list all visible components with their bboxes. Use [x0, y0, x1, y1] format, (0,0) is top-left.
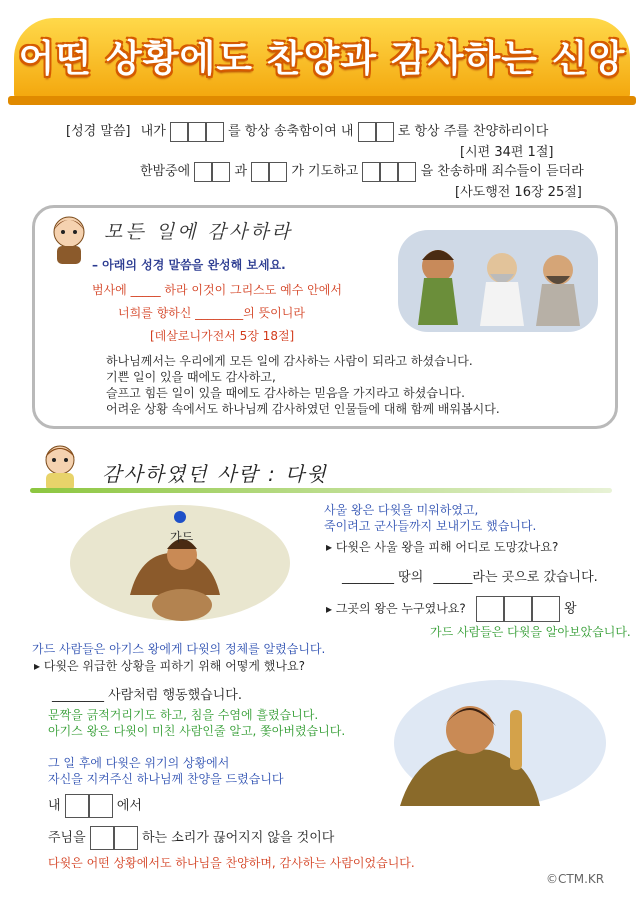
answer-1-part-b: ______라는 곳으로 갔습니다. [433, 570, 598, 585]
question-2-row [326, 596, 577, 622]
question-1: ▸ 다윗은 사울 왕을 피해 어디로 도망갔나요? [326, 538, 558, 555]
answer-boxes-paul [194, 162, 230, 182]
david-praying-illustration [360, 680, 606, 806]
card-verse-line-1: 범사에 _____ 하라 이것이 그리스도 예수 안에서 [92, 283, 342, 297]
answer-box[interactable] [114, 826, 138, 850]
verse2-text-a: 한밤중에 [140, 164, 191, 179]
verse-label: [성경 말씀] [66, 124, 131, 139]
card-title: 모든 일에 감사하라 [104, 221, 293, 243]
answer-box[interactable] [188, 122, 206, 142]
answer-box[interactable] [251, 162, 269, 182]
answer-boxes-praise-2 [90, 826, 138, 850]
card-body-line: 기쁜 일이 있을 때에도 감사하고, [106, 370, 276, 384]
answer-box[interactable] [212, 162, 230, 182]
madness-line-1: 문짝을 긁적거리기도 하고, 침을 수염에 흘렸습니다. [48, 708, 319, 722]
section-divider [30, 488, 612, 493]
answer-box[interactable] [476, 596, 504, 622]
conclusion: 다윗은 어떤 상황에서도 하나님을 찬양하며, 감사하는 사람이었습니다. [48, 856, 415, 870]
answer-boxes-praise [170, 122, 224, 142]
fill-row-1-a: 내 [48, 798, 61, 814]
card-verse-line-2: 너희를 향하신 ________의 뜻이니라 [118, 306, 305, 320]
card-body-line: 슬프고 힘든 일이 있을 때에도 감사하는 믿음을 가지라고 하셨습니다. [106, 386, 465, 400]
verse1-ref: [시편 34편 1절] [460, 145, 554, 160]
answer-boxes-mouth [358, 122, 394, 142]
question-2: ▸ 그곳의 왕은 누구였나요? [326, 602, 466, 616]
verse2-text-c: 가 기도하고 [291, 164, 359, 179]
prisoners-illustration [398, 230, 598, 332]
answer-box[interactable] [269, 162, 287, 182]
saul-line-2: 죽이려고 군사들까지 보내기도 했습니다. [324, 519, 537, 533]
fill-row-2-b: 하는 소리가 끊어지지 않을 것이다 [141, 830, 335, 846]
answer-1 [342, 566, 598, 585]
verse-line-1 [66, 120, 548, 142]
answer-box[interactable] [89, 794, 113, 818]
answer-2-suffix: 왕 [564, 601, 577, 617]
answer-box[interactable] [376, 122, 394, 142]
card-instruction: – 아래의 성경 말씀을 완성해 보세요. [92, 258, 286, 272]
map-label-gath: 가드 [170, 530, 194, 544]
section-title: 감사하였던 사람 : 다윗 [102, 462, 328, 486]
banner-strip [8, 96, 636, 105]
madness-line-2: 아기스 왕은 다윗이 미친 사람인줄 알고, 쫓아버렸습니다. [48, 724, 346, 738]
answer-box[interactable] [532, 596, 560, 622]
fill-row-2 [48, 826, 334, 850]
verse1-text-b: 를 항상 송축함이여 내 [228, 124, 354, 139]
copyright: ©CTM.KR [546, 872, 605, 886]
told-achish: 가드 사람들은 아기스 왕에게 다윗의 정체를 알렸습니다. [32, 642, 326, 656]
map-illustration [70, 505, 290, 625]
card-body [106, 353, 500, 417]
answer-3: ________ 사람처럼 행동했습니다. [52, 688, 242, 703]
pointing-kid-icon [32, 440, 88, 492]
answer-boxes-lifetime [65, 794, 113, 818]
answer-box[interactable] [170, 122, 188, 142]
fill-row-1-b: 에서 [116, 798, 142, 814]
answer-box[interactable] [65, 794, 89, 818]
answer-box[interactable] [362, 162, 380, 182]
answer-box[interactable] [90, 826, 114, 850]
gath-note: 가드 사람들은 다윗을 알아보았습니다. [430, 625, 631, 639]
answer-box[interactable] [504, 596, 532, 622]
fill-row-2-a: 주님을 [48, 830, 86, 846]
verse1-text-c: 로 항상 주를 찬양하리이다 [397, 124, 549, 139]
answer-box[interactable] [398, 162, 416, 182]
card-body-line: 하나님께서는 우리에게 모든 일에 감사하는 사람이 되라고 하셨습니다. [106, 354, 473, 368]
card-verse-ref: [데살로니가전서 5장 18절] [150, 329, 295, 343]
answer-boxes-god [362, 162, 416, 182]
after-line-2: 자신을 지켜주신 하나님께 찬양을 드렸습니다 [48, 772, 284, 786]
answer-box[interactable] [206, 122, 224, 142]
answer-boxes-king [476, 596, 560, 622]
saul-line-1: 사울 왕은 다윗을 미워하였고, [324, 503, 479, 517]
verse1-text-a: 내가 [140, 124, 166, 139]
after-line-1: 그 일 후에 다윗은 위기의 상황에서 [48, 756, 230, 770]
answer-box[interactable] [380, 162, 398, 182]
answer-1-part-a: ________ 땅의 [342, 570, 424, 585]
verse2-text-d: 을 찬송하매 죄수들이 듣더라 [420, 164, 584, 179]
card-body-line: 어려운 상황 속에서도 하나님께 감사하였던 인물들에 대해 함께 배워봅시다. [106, 402, 500, 416]
question-3: ▸ 다윗은 위급한 상황을 피하기 위해 어떻게 했나요? [34, 657, 305, 674]
fill-row-1 [48, 794, 142, 818]
answer-box[interactable] [358, 122, 376, 142]
verse2-text-b: 과 [234, 164, 248, 179]
answer-boxes-silas [251, 162, 287, 182]
page-title: 어떤 상황에도 찬양과 감사하는 신앙 [18, 37, 626, 80]
verse-line-2 [140, 160, 584, 182]
verse2-ref: [사도행전 16장 25절] [455, 185, 582, 200]
kid-icon [44, 210, 94, 266]
answer-box[interactable] [194, 162, 212, 182]
